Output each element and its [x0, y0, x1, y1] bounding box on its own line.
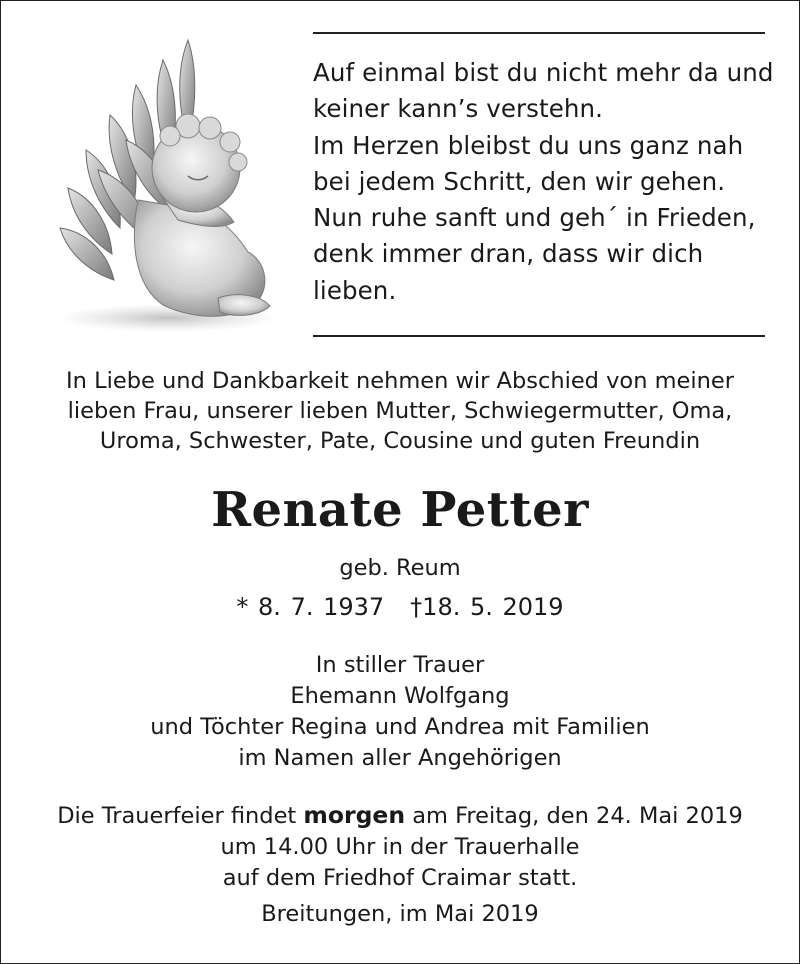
- poem-line: Im Herzen bleibst du uns ganz nah: [313, 130, 744, 160]
- poem-line: bei jedem Schritt, den wir gehen.: [313, 166, 726, 196]
- life-dates: [0, 590, 800, 624]
- mourner-line: im Namen aller Angehörigen: [238, 745, 562, 771]
- poem-line: keiner kann’s verstehn.: [313, 94, 604, 124]
- birth-date: * 8. 7. 1937: [236, 593, 385, 621]
- deceased-name: Renate Petter: [211, 482, 589, 538]
- place-date: Breitungen, im Mai 2019: [261, 901, 539, 927]
- mourner-line: und Töchter Regina und Andrea mit Familien: [150, 714, 650, 740]
- poem-line: denk immer dran, dass wir dich: [313, 239, 704, 269]
- service-text: Die Trauerfeier findet: [57, 803, 297, 829]
- service-emphasis: morgen: [303, 801, 406, 829]
- mourners: [0, 650, 800, 774]
- intro-line: In Liebe und Dankbarkeit nehmen wir Abschied von meiner: [66, 368, 734, 394]
- service-line: [0, 800, 800, 832]
- maiden-name: geb. Reum: [339, 555, 461, 581]
- mourner-line: Ehemann Wolfgang: [290, 683, 510, 709]
- poem-line: lieben.: [313, 275, 397, 305]
- service-line: auf dem Friedhof Craimar statt.: [222, 865, 578, 891]
- funeral-service: [0, 800, 800, 894]
- mourner-line: In stiller Trauer: [315, 652, 485, 678]
- farewell-intro: [0, 366, 800, 456]
- intro-line: lieben Frau, unserer lieben Mutter, Schwiegermutter, Oma,: [67, 398, 733, 424]
- service-line: um 14.00 Uhr in der Trauerhalle: [220, 834, 580, 860]
- poem-line: Nun ruhe sanft und geh´ in Frieden,: [313, 203, 756, 233]
- poem-line: Auf einmal bist du nicht mehr da und: [313, 58, 774, 87]
- death-date: †18. 5. 2019: [410, 593, 564, 621]
- poem-top-rule: [313, 32, 765, 34]
- poem-bottom-rule: [313, 335, 765, 337]
- intro-line: Uroma, Schwester, Pate, Cousine und guten Freundin: [99, 428, 701, 454]
- poem: [313, 55, 773, 309]
- sleeping-angel-icon: [38, 30, 278, 335]
- service-text: am Freitag, den 24. Mai 2019: [412, 803, 743, 829]
